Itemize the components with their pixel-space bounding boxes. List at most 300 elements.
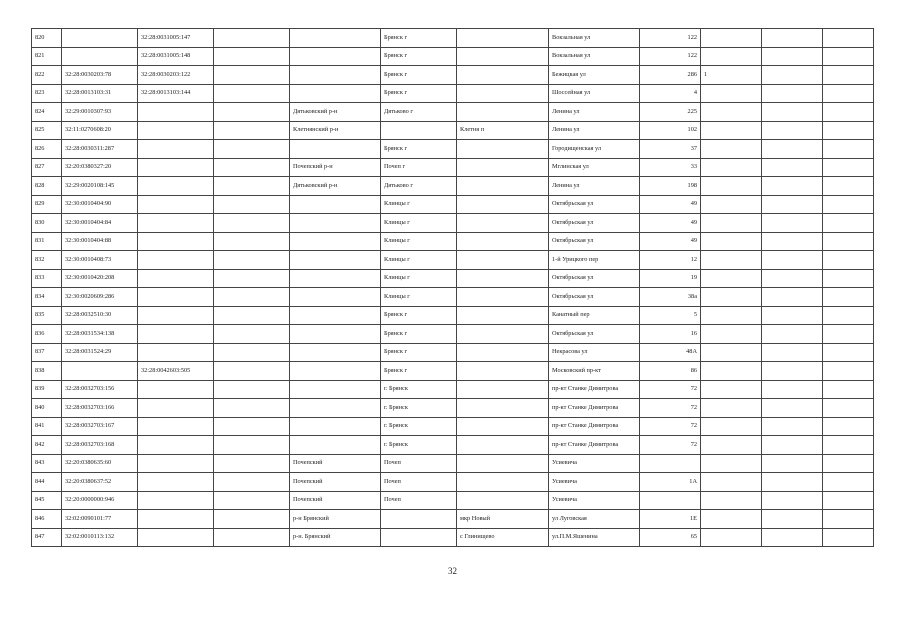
cell-row-number: 828 xyxy=(32,177,62,196)
cell-district xyxy=(290,47,381,66)
cell-cadastral-number: 32:28:0032703:156 xyxy=(62,380,138,399)
cell-street: Канатный пер xyxy=(549,306,640,325)
table-row xyxy=(32,454,874,473)
cell-row-number: 835 xyxy=(32,306,62,325)
cell-settlement xyxy=(457,103,549,122)
cell-col-12 xyxy=(823,84,874,103)
cell-district xyxy=(290,84,381,103)
cell-row-number: 840 xyxy=(32,399,62,418)
cell-col-12 xyxy=(823,251,874,270)
cell-col-10 xyxy=(701,177,762,196)
cell-settlement xyxy=(457,325,549,344)
cell-col-4 xyxy=(214,214,290,233)
cell-cadastral-number-2 xyxy=(138,269,214,288)
cell-house: 5 xyxy=(640,306,701,325)
cell-col-4 xyxy=(214,454,290,473)
cell-house: 12 xyxy=(640,251,701,270)
cell-col-10 xyxy=(701,158,762,177)
cell-city xyxy=(381,510,457,529)
cell-col-4 xyxy=(214,121,290,140)
cell-col-4 xyxy=(214,528,290,547)
cell-district xyxy=(290,140,381,159)
cell-col-12 xyxy=(823,29,874,48)
cell-city: г. Брянск xyxy=(381,399,457,418)
cell-cadastral-number: 32:02:0090101:77 xyxy=(62,510,138,529)
cell-cadastral-number-2 xyxy=(138,140,214,159)
cell-house: 4 xyxy=(640,84,701,103)
cell-settlement xyxy=(457,232,549,251)
table-row xyxy=(32,103,874,122)
cell-col-4 xyxy=(214,158,290,177)
cell-settlement xyxy=(457,29,549,48)
cell-col-11 xyxy=(762,306,823,325)
cell-col-4 xyxy=(214,399,290,418)
cell-district xyxy=(290,380,381,399)
cell-district xyxy=(290,251,381,270)
cell-house: 225 xyxy=(640,103,701,122)
cell-col-10 xyxy=(701,251,762,270)
cell-cadastral-number: 32:30:0020609:286 xyxy=(62,288,138,307)
cell-col-4 xyxy=(214,269,290,288)
cell-house: 122 xyxy=(640,29,701,48)
cell-row-number: 822 xyxy=(32,66,62,85)
cell-row-number: 820 xyxy=(32,29,62,48)
cell-cadastral-number: 32:28:0032703:167 xyxy=(62,417,138,436)
cell-col-11 xyxy=(762,47,823,66)
cell-cadastral-number-2 xyxy=(138,158,214,177)
cell-col-10 xyxy=(701,510,762,529)
table-row xyxy=(32,510,874,529)
cell-cadastral-number: 32:30:0010420:208 xyxy=(62,269,138,288)
cell-cadastral-number xyxy=(62,29,138,48)
cell-col-4 xyxy=(214,362,290,381)
cell-city: Почеп г xyxy=(381,158,457,177)
cell-col-4 xyxy=(214,343,290,362)
cell-cadastral-number-2 xyxy=(138,306,214,325)
cell-cadastral-number xyxy=(62,362,138,381)
cell-house: 19 xyxy=(640,269,701,288)
cell-district xyxy=(290,343,381,362)
cell-city: Брянск г xyxy=(381,140,457,159)
cell-col-12 xyxy=(823,195,874,214)
cell-col-10 xyxy=(701,491,762,510)
cell-col-11 xyxy=(762,417,823,436)
cell-settlement xyxy=(457,251,549,270)
cell-city: Почеп xyxy=(381,454,457,473)
cell-cadastral-number: 32:28:0031534:138 xyxy=(62,325,138,344)
cell-city: Брянск г xyxy=(381,66,457,85)
cell-city: Брянск г xyxy=(381,362,457,381)
cell-cadastral-number-2 xyxy=(138,510,214,529)
cell-cadastral-number-2 xyxy=(138,121,214,140)
table-row xyxy=(32,380,874,399)
cell-district xyxy=(290,399,381,418)
cell-col-10 xyxy=(701,47,762,66)
table-row xyxy=(32,66,874,85)
cell-cadastral-number-2 xyxy=(138,251,214,270)
cell-col-10: 1 xyxy=(701,66,762,85)
cell-settlement xyxy=(457,158,549,177)
cell-cadastral-number-2 xyxy=(138,473,214,492)
cell-col-4 xyxy=(214,380,290,399)
cell-col-12 xyxy=(823,269,874,288)
cell-row-number: 831 xyxy=(32,232,62,251)
cell-col-12 xyxy=(823,380,874,399)
table-row xyxy=(32,214,874,233)
cell-street: Вокзальная ул xyxy=(549,29,640,48)
cell-district: Почепский xyxy=(290,491,381,510)
cell-cadastral-number xyxy=(62,47,138,66)
cell-cadastral-number-2 xyxy=(138,325,214,344)
cell-settlement xyxy=(457,47,549,66)
cell-settlement: мкр Новый xyxy=(457,510,549,529)
cell-city: Клинцы г xyxy=(381,232,457,251)
cell-house: 16 xyxy=(640,325,701,344)
cell-cadastral-number-2 xyxy=(138,288,214,307)
cell-col-11 xyxy=(762,510,823,529)
cell-cadastral-number: 32:29:0010307:93 xyxy=(62,103,138,122)
cell-cadastral-number-2 xyxy=(138,214,214,233)
cell-city: г. Брянск xyxy=(381,436,457,455)
table-row xyxy=(32,436,874,455)
table-row xyxy=(32,195,874,214)
cell-street: ул Луговская xyxy=(549,510,640,529)
cell-col-11 xyxy=(762,362,823,381)
cell-col-4 xyxy=(214,232,290,251)
cell-city: Дятьково г xyxy=(381,177,457,196)
cell-cadastral-number-2: 32:28:0013103:144 xyxy=(138,84,214,103)
table-row xyxy=(32,121,874,140)
cell-cadastral-number-2 xyxy=(138,177,214,196)
cell-row-number: 827 xyxy=(32,158,62,177)
cell-col-10 xyxy=(701,343,762,362)
cell-col-11 xyxy=(762,269,823,288)
cell-city: Брянск г xyxy=(381,343,457,362)
cell-cadastral-number: 32:02:0010113:132 xyxy=(62,528,138,547)
cell-city: г. Брянск xyxy=(381,380,457,399)
table-row xyxy=(32,473,874,492)
cell-row-number: 825 xyxy=(32,121,62,140)
cell-col-12 xyxy=(823,528,874,547)
cell-col-12 xyxy=(823,232,874,251)
cell-district: Дятьковский р-н xyxy=(290,103,381,122)
table-row xyxy=(32,528,874,547)
cell-district xyxy=(290,269,381,288)
cell-street: пр-кт Станке Димитрова xyxy=(549,399,640,418)
cell-row-number: 832 xyxy=(32,251,62,270)
cell-row-number: 845 xyxy=(32,491,62,510)
cell-settlement: с Глинищево xyxy=(457,528,549,547)
cell-col-10 xyxy=(701,288,762,307)
cell-house: 38а xyxy=(640,288,701,307)
cell-cadastral-number-2 xyxy=(138,528,214,547)
cell-col-10 xyxy=(701,214,762,233)
cell-row-number: 834 xyxy=(32,288,62,307)
cell-row-number: 833 xyxy=(32,269,62,288)
cell-house: 86 xyxy=(640,362,701,381)
cell-col-11 xyxy=(762,473,823,492)
cell-col-11 xyxy=(762,325,823,344)
cell-street: пр-кт Станке Димитрова xyxy=(549,380,640,399)
cell-cadastral-number: 32:28:0032703:168 xyxy=(62,436,138,455)
cell-settlement xyxy=(457,454,549,473)
cell-cadastral-number: 32:11:0270608:20 xyxy=(62,121,138,140)
cell-col-11 xyxy=(762,214,823,233)
cell-street: Ленина ул xyxy=(549,177,640,196)
cell-cadastral-number: 32:29:0020108:145 xyxy=(62,177,138,196)
cell-col-11 xyxy=(762,454,823,473)
table-row xyxy=(32,251,874,270)
cell-settlement xyxy=(457,177,549,196)
cell-col-12 xyxy=(823,66,874,85)
cell-col-4 xyxy=(214,140,290,159)
cell-city xyxy=(381,528,457,547)
cell-col-12 xyxy=(823,491,874,510)
cell-row-number: 847 xyxy=(32,528,62,547)
cell-col-12 xyxy=(823,177,874,196)
table-row xyxy=(32,362,874,381)
cell-col-4 xyxy=(214,66,290,85)
cell-house: 72 xyxy=(640,436,701,455)
cell-district xyxy=(290,417,381,436)
cell-col-11 xyxy=(762,84,823,103)
cell-cadastral-number-2 xyxy=(138,454,214,473)
cell-cadastral-number-2 xyxy=(138,195,214,214)
cell-row-number: 821 xyxy=(32,47,62,66)
cell-cadastral-number-2 xyxy=(138,343,214,362)
cell-cadastral-number: 32:20:0000000:946 xyxy=(62,491,138,510)
cell-cadastral-number: 32:30:0010404:88 xyxy=(62,232,138,251)
cell-col-11 xyxy=(762,140,823,159)
cell-col-4 xyxy=(214,491,290,510)
cell-col-11 xyxy=(762,158,823,177)
cell-house: 49 xyxy=(640,195,701,214)
cell-cadastral-number: 32:20:0380635:60 xyxy=(62,454,138,473)
cell-house xyxy=(640,491,701,510)
cell-district xyxy=(290,232,381,251)
cell-settlement xyxy=(457,288,549,307)
cell-cadastral-number: 32:28:0032703:166 xyxy=(62,399,138,418)
cell-cadastral-number: 32:20:0380327:20 xyxy=(62,158,138,177)
cell-house: 1А xyxy=(640,473,701,492)
cell-house: 198 xyxy=(640,177,701,196)
cell-row-number: 841 xyxy=(32,417,62,436)
cell-col-11 xyxy=(762,380,823,399)
cell-col-12 xyxy=(823,47,874,66)
cell-col-12 xyxy=(823,399,874,418)
cell-house: 33 xyxy=(640,158,701,177)
cell-district xyxy=(290,436,381,455)
cell-cadastral-number: 32:30:0010404:90 xyxy=(62,195,138,214)
cell-col-11 xyxy=(762,528,823,547)
cell-col-12 xyxy=(823,103,874,122)
table-row xyxy=(32,325,874,344)
cell-col-4 xyxy=(214,473,290,492)
cell-col-10 xyxy=(701,417,762,436)
cell-col-10 xyxy=(701,84,762,103)
cell-row-number: 823 xyxy=(32,84,62,103)
cell-row-number: 824 xyxy=(32,103,62,122)
cell-cadastral-number-2 xyxy=(138,436,214,455)
cell-row-number: 846 xyxy=(32,510,62,529)
table-row xyxy=(32,232,874,251)
cell-col-10 xyxy=(701,325,762,344)
cell-house: 102 xyxy=(640,121,701,140)
cell-col-11 xyxy=(762,436,823,455)
cell-house xyxy=(640,454,701,473)
cell-col-11 xyxy=(762,177,823,196)
cell-city: Брянск г xyxy=(381,325,457,344)
cell-city: Брянск г xyxy=(381,29,457,48)
cell-col-11 xyxy=(762,232,823,251)
cell-city: Клинцы г xyxy=(381,269,457,288)
cell-col-4 xyxy=(214,177,290,196)
table-row xyxy=(32,491,874,510)
cell-col-11 xyxy=(762,251,823,270)
cell-cadastral-number: 32:28:0030311:287 xyxy=(62,140,138,159)
cell-col-4 xyxy=(214,325,290,344)
cell-col-4 xyxy=(214,195,290,214)
cell-settlement: Клетня п xyxy=(457,121,549,140)
cell-col-4 xyxy=(214,103,290,122)
cell-cadastral-number-2: 32:28:0031005:147 xyxy=(138,29,214,48)
cell-street: Мглинская ул xyxy=(549,158,640,177)
cell-settlement xyxy=(457,195,549,214)
cell-settlement xyxy=(457,306,549,325)
cell-col-10 xyxy=(701,306,762,325)
cell-cadastral-number-2 xyxy=(138,380,214,399)
cell-col-11 xyxy=(762,121,823,140)
table-row xyxy=(32,269,874,288)
cell-settlement xyxy=(457,436,549,455)
cell-settlement xyxy=(457,362,549,381)
cell-col-12 xyxy=(823,158,874,177)
cell-cadastral-number-2: 32:28:0031005:148 xyxy=(138,47,214,66)
cell-col-12 xyxy=(823,473,874,492)
page-number: 32 xyxy=(448,566,457,576)
cell-col-12 xyxy=(823,325,874,344)
cell-district xyxy=(290,29,381,48)
cell-row-number: 826 xyxy=(32,140,62,159)
cell-street: Октябрьская ул xyxy=(549,288,640,307)
cell-district: Клетнянский р-н xyxy=(290,121,381,140)
cell-street: Усиевича xyxy=(549,473,640,492)
table-row xyxy=(32,47,874,66)
cell-city: Клинцы г xyxy=(381,195,457,214)
cell-district: Дятьковский р-н xyxy=(290,177,381,196)
cell-col-10 xyxy=(701,380,762,399)
cell-row-number: 838 xyxy=(32,362,62,381)
cell-col-11 xyxy=(762,288,823,307)
table-row xyxy=(32,84,874,103)
cell-col-10 xyxy=(701,269,762,288)
cell-settlement xyxy=(457,380,549,399)
cell-col-12 xyxy=(823,306,874,325)
cell-col-10 xyxy=(701,232,762,251)
table-row xyxy=(32,306,874,325)
cell-cadastral-number: 32:28:0031524:29 xyxy=(62,343,138,362)
cell-street: Октябрьская ул xyxy=(549,325,640,344)
cell-col-10 xyxy=(701,473,762,492)
table-row xyxy=(32,417,874,436)
cell-settlement xyxy=(457,473,549,492)
cell-cadastral-number-2 xyxy=(138,103,214,122)
cell-district xyxy=(290,66,381,85)
cell-street: Октябрьская ул xyxy=(549,269,640,288)
cell-street: 1-й Урицкого пер xyxy=(549,251,640,270)
cell-house: 72 xyxy=(640,399,701,418)
cell-col-12 xyxy=(823,454,874,473)
cell-col-4 xyxy=(214,288,290,307)
cell-col-4 xyxy=(214,251,290,270)
cell-col-11 xyxy=(762,491,823,510)
cell-city: Почеп xyxy=(381,473,457,492)
cell-city: Клинцы г xyxy=(381,251,457,270)
cell-district: р-н Брянский xyxy=(290,510,381,529)
cell-col-11 xyxy=(762,66,823,85)
cell-city: Брянск г xyxy=(381,306,457,325)
cell-house: 1Е xyxy=(640,510,701,529)
table-row xyxy=(32,177,874,196)
cell-street: Некрасова ул xyxy=(549,343,640,362)
cell-district xyxy=(290,306,381,325)
cell-settlement xyxy=(457,84,549,103)
cell-col-12 xyxy=(823,510,874,529)
cell-col-11 xyxy=(762,343,823,362)
cell-house: 49 xyxy=(640,214,701,233)
cell-house: 48А xyxy=(640,343,701,362)
cell-street: Ленина ул xyxy=(549,103,640,122)
cell-cadastral-number-2 xyxy=(138,399,214,418)
cell-city: Дятьково г xyxy=(381,103,457,122)
register-table xyxy=(31,28,874,547)
cell-house: 49 xyxy=(640,232,701,251)
cell-row-number: 829 xyxy=(32,195,62,214)
cell-house: 65 xyxy=(640,528,701,547)
table-row xyxy=(32,288,874,307)
cell-col-10 xyxy=(701,528,762,547)
cell-district: р-н. Брянский xyxy=(290,528,381,547)
cell-col-12 xyxy=(823,362,874,381)
cell-col-4 xyxy=(214,29,290,48)
table-row xyxy=(32,343,874,362)
cell-col-10 xyxy=(701,454,762,473)
cell-cadastral-number: 32:28:0030203:78 xyxy=(62,66,138,85)
cell-col-12 xyxy=(823,121,874,140)
cell-col-4 xyxy=(214,306,290,325)
cell-city xyxy=(381,121,457,140)
cell-col-10 xyxy=(701,399,762,418)
cell-city: г. Брянск xyxy=(381,417,457,436)
cell-street: Городищенская ул xyxy=(549,140,640,159)
cell-col-10 xyxy=(701,436,762,455)
cell-district xyxy=(290,288,381,307)
cell-street: пр-кт Станке Димитрова xyxy=(549,436,640,455)
cell-settlement xyxy=(457,66,549,85)
cell-col-4 xyxy=(214,510,290,529)
cell-row-number: 844 xyxy=(32,473,62,492)
cell-col-4 xyxy=(214,436,290,455)
cell-cadastral-number-2 xyxy=(138,491,214,510)
cell-row-number: 836 xyxy=(32,325,62,344)
cell-col-12 xyxy=(823,140,874,159)
cell-col-11 xyxy=(762,399,823,418)
cell-street: пр-кт Станке Димитрова xyxy=(549,417,640,436)
cell-house: 286 xyxy=(640,66,701,85)
cell-street: Октябрьская ул xyxy=(549,214,640,233)
cell-district: Почепский р-н xyxy=(290,158,381,177)
cell-settlement xyxy=(457,491,549,510)
